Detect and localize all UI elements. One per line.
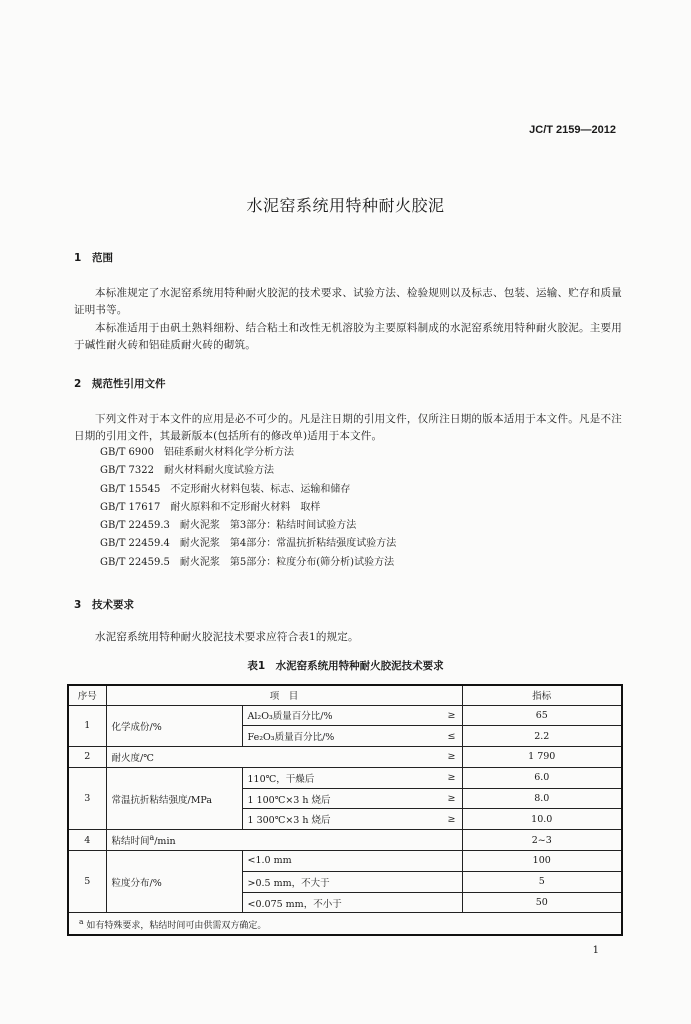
reference-code: GB/T 7322 <box>100 465 155 477</box>
section-2-paragraph: 下列文件对于本文件的应用是必不可少的。凡是注日期的引用文件，仅所注日期的版本适用于本文件。凡是不注日期的引用文件，其最新版本(包括所有的修改单)适用于本文件。 <box>74 413 622 442</box>
cell-seq: 1 <box>68 705 106 747</box>
cell-empty <box>242 747 392 768</box>
reference-title: 耐火原料和不定形耐火材料 取样 <box>170 501 321 513</box>
reference-item <box>100 499 396 517</box>
cell-item: 化学成份/% <box>106 705 242 747</box>
header-item: 项 目 <box>106 685 462 705</box>
reference-item <box>100 444 396 462</box>
table-row <box>68 851 622 872</box>
reference-code: GB/T 17617 <box>100 501 161 513</box>
reference-code: GB/T 6900 <box>100 447 155 458</box>
cell-value: 1 790 <box>462 747 622 768</box>
reference-list <box>100 444 396 572</box>
cell-item <box>106 830 462 851</box>
document-title: 水泥窑系统用特种耐火胶泥 <box>246 196 445 215</box>
cell-item: 耐火度/℃ <box>106 747 242 768</box>
cell-value: 6.0 <box>462 767 622 788</box>
cell-sub: <1.0 mm <box>242 851 462 872</box>
table-footnote-row <box>68 913 622 935</box>
section-1-heading <box>74 250 113 265</box>
cell-seq: 2 <box>68 747 106 768</box>
reference-code: GB/T 15545 <box>100 483 161 495</box>
cell-value: 65 <box>462 705 622 726</box>
requirements-table-container <box>67 684 621 936</box>
section-3-heading <box>74 597 134 612</box>
cell-op: ≥ <box>392 809 462 830</box>
cell-value: 5 <box>462 871 622 892</box>
section-title: 范围 <box>92 252 113 264</box>
reference-item <box>100 462 396 480</box>
table-header-row <box>68 685 622 705</box>
table-row <box>68 767 622 788</box>
footnote-marker: a <box>149 833 155 843</box>
cell-seq: 4 <box>68 830 106 851</box>
cell-value: 10.0 <box>462 809 622 830</box>
item-unit: /min <box>154 836 176 848</box>
cell-sub: 110℃，干燥后 <box>242 767 392 788</box>
reference-code: GB/T 22459.3 <box>100 520 170 532</box>
table-row <box>68 705 622 726</box>
cell-seq: 3 <box>68 767 106 829</box>
section-3-paragraph: 水泥窑系统用特种耐火胶泥技术要求应符合表1的规定。 <box>95 631 359 643</box>
cell-sub: >0.5 mm，不大于 <box>242 871 462 892</box>
reference-title: 铝硅系耐火材料化学分析方法 <box>164 447 295 458</box>
section-1-paragraph-2: 本标准适用于由矾土熟料细粉、结合粘土和改性无机溶胶为主要原料制成的水泥窑系统用特种耐火胶泥。主要用于碱性耐火砖和铝硅质耐火砖的砌筑。 <box>74 322 622 351</box>
section-number: 1 <box>74 252 82 264</box>
reference-code: GB/T 22459.5 <box>100 556 170 568</box>
cell-op: ≤ <box>392 726 462 747</box>
reference-title: 耐火泥浆 第4部分：常温抗折粘结强度试验方法 <box>179 538 397 550</box>
reference-title: 不定形耐火材料包装、标志、运输和储存 <box>170 483 351 495</box>
section-number: 2 <box>74 378 82 390</box>
cell-sub: Fe₂O₃质量百分比/% <box>242 726 392 747</box>
table-footnote <box>68 913 622 935</box>
reference-title: 耐火泥浆 第3部分：粘结时间试验方法 <box>179 520 357 532</box>
section-title: 技术要求 <box>92 599 134 611</box>
standard-code: JC/T 2159—2012 <box>529 124 616 136</box>
table-row <box>68 747 622 768</box>
reference-title: 耐火材料耐火度试验方法 <box>164 465 275 477</box>
table-caption: 表1 水泥窑系统用特种耐火胶泥技术要求 <box>247 660 444 672</box>
requirements-table <box>67 684 623 936</box>
cell-value: 8.0 <box>462 788 622 809</box>
cell-value: 2.2 <box>462 726 622 747</box>
section-1-paragraph-1: 本标准规定了水泥窑系统用特种耐火胶泥的技术要求、试验方法、检验规则以及标志、包装、运输、贮存和质量证明书等。 <box>74 287 622 316</box>
section-number: 3 <box>74 599 82 611</box>
section-2-heading <box>74 376 166 391</box>
header-seq: 序号 <box>68 685 106 705</box>
header-value: 指标 <box>462 685 622 705</box>
cell-item: 粒度分布/% <box>106 851 242 913</box>
cell-sub: 1 300℃×3 h 烧后 <box>242 809 392 830</box>
cell-op: ≥ <box>392 747 462 768</box>
reference-item <box>100 517 396 535</box>
cell-sub: 1 100℃×3 h 烧后 <box>242 788 392 809</box>
reference-title: 耐火泥浆 第5部分：粒度分布(筛分析)试验方法 <box>179 556 395 568</box>
cell-sub: <0.075 mm，不小于 <box>242 892 462 913</box>
cell-sub: Al₂O₃质量百分比/% <box>242 705 392 726</box>
cell-value: 100 <box>462 851 622 872</box>
cell-value: 2~3 <box>462 830 622 851</box>
table-row <box>68 830 622 851</box>
reference-item <box>100 481 396 499</box>
reference-item <box>100 535 396 553</box>
footnote-text: 如有特殊要求，粘结时间可由供需双方确定。 <box>86 920 267 931</box>
cell-op: ≥ <box>392 705 462 726</box>
cell-op: ≥ <box>392 788 462 809</box>
cell-item: 常温抗折粘结强度/MPa <box>106 767 242 829</box>
cell-value: 50 <box>462 892 622 913</box>
cell-seq: 5 <box>68 851 106 913</box>
page-number: 1 <box>592 945 599 956</box>
footnote-marker: a <box>79 916 84 926</box>
cell-op: ≥ <box>392 767 462 788</box>
section-title: 规范性引用文件 <box>92 378 166 390</box>
reference-code: GB/T 22459.4 <box>100 538 170 550</box>
item-label: 粘结时间 <box>111 836 150 848</box>
reference-item <box>100 554 396 572</box>
